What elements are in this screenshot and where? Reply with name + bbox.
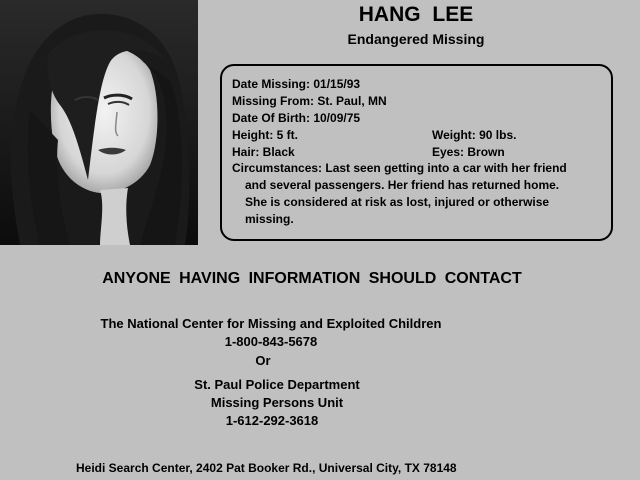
person-name: HANG LEE	[358, 3, 474, 26]
missing-status: Endangered Missing	[347, 31, 485, 47]
missing-person-photo	[0, 0, 198, 245]
date-missing: Date Missing: 01/15/93	[232, 77, 361, 91]
height-weight-row	[232, 127, 517, 144]
hair: Hair: Black	[232, 145, 295, 159]
org2-unit: Missing Persons Unit	[210, 395, 344, 410]
circumstances-line-2: and several passengers. Her friend has returned home.	[245, 178, 560, 192]
date-of-birth: Date Of Birth: 10/09/75	[232, 111, 361, 125]
contact-separator: Or	[255, 353, 271, 368]
hair-eyes-row	[232, 144, 505, 161]
eyes: Eyes: Brown	[432, 145, 505, 159]
org1-phone: 1-800-843-5678	[224, 334, 318, 349]
contact-heading: ANYONE HAVING INFORMATION SHOULD CONTACT	[102, 270, 522, 287]
missing-from: Missing From: St. Paul, MN	[232, 94, 387, 108]
org2-phone: 1-612-292-3618	[225, 413, 319, 428]
height: Height: 5 ft.	[232, 128, 298, 142]
circumstances-line-3: She is considered at risk as lost, injured or otherwise	[245, 195, 550, 209]
footer-address: Heidi Search Center, 2402 Pat Booker Rd., Universal City, TX 78148	[76, 461, 457, 475]
circumstances	[232, 160, 602, 228]
org1-name: The National Center for Missing and Exploited Children	[100, 316, 442, 331]
details-box	[220, 64, 613, 241]
circumstances-line-4: missing.	[245, 212, 294, 226]
org2-name: St. Paul Police Department	[194, 377, 360, 392]
weight: Weight: 90 lbs.	[432, 128, 517, 142]
portrait-image	[0, 0, 198, 245]
circumstances-line-1: Circumstances: Last seen getting into a car with her friend	[232, 161, 567, 175]
